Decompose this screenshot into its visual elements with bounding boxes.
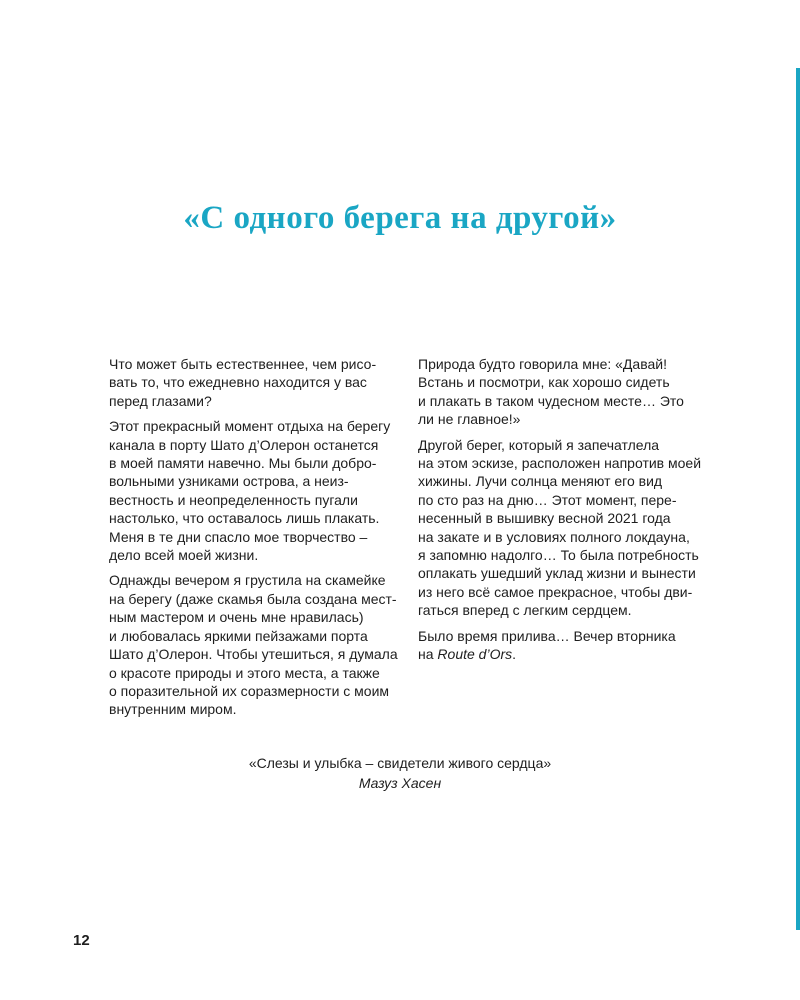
right-paragraph-1: [418, 355, 710, 429]
text-line: [418, 645, 710, 663]
text-line: Природа будто говорила мне: «Давай!: [418, 356, 667, 372]
text-line: настолько, что оставалось лишь плакать.: [109, 510, 380, 527]
text-line: на этом эскизе, расположен напротив моей: [418, 455, 702, 472]
text-line: Меня в те дни спасло мое творчество –: [109, 528, 368, 545]
quote-author: Мазуз Хасен: [358, 775, 442, 791]
text-line: и плакать в таком чудесном месте… Это: [418, 392, 684, 409]
text-line: и любовалась яркими пейзажами порта: [109, 627, 368, 644]
text-line: ным мастером и очень мне нравилась): [109, 609, 364, 626]
quote-text: «Слезы и улыбка – свидетели живого сердца»: [248, 755, 552, 771]
text-line: ли не главное!»: [418, 411, 521, 428]
right-paragraph-2: [418, 436, 710, 620]
page-number: 12: [73, 932, 90, 949]
text-line: Было время прилива… Вечер вторника: [418, 627, 676, 644]
text-fragment: на: [418, 646, 438, 663]
text-line: Однажды вечером я грустила на скамейке: [109, 572, 386, 589]
left-paragraph-2: [109, 417, 399, 564]
text-line: хижины. Лучи солнца меняют его вид: [418, 473, 663, 490]
text-line: перед глазами?: [109, 392, 212, 409]
right-paragraph-3: [418, 627, 710, 664]
route-name-italic: Route d’Ors: [437, 646, 513, 663]
text-line: о поразительной их соразмерности с моим: [109, 682, 390, 699]
epigraph-quote: [0, 753, 800, 793]
text-line: из него всё самое прекрасное, чтобы дви-: [418, 583, 693, 600]
text-line: вестность и неопределенность пугали: [109, 491, 358, 508]
text-line: оплакать ушедший уклад жизни и вынести: [418, 565, 696, 582]
text-line: Что может быть естественнее, чем рисо-: [109, 356, 377, 372]
text-line: в моей памяти навечно. Мы были добро-: [109, 455, 377, 472]
left-paragraph-3: [109, 571, 399, 718]
text-line: канала в порту Шато д’Олерон останется: [109, 436, 379, 453]
text-line: по сто раз на дню… Этот момент, пере-: [418, 491, 677, 508]
left-paragraph-1: [109, 355, 399, 410]
text-line: Шато д’Олерон. Чтобы утешиться, я думала: [109, 646, 398, 663]
page-title: «С одного берега на другой»: [183, 200, 617, 236]
text-line: Встань и посмотри, как хорошо сидеть: [418, 374, 670, 391]
text-line: гаться вперед с легким сердцем.: [418, 602, 632, 619]
text-line: вольными узниками острова, а неиз-: [109, 473, 349, 490]
left-text-column: [109, 355, 399, 726]
text-line: несенный в вышивку весной 2021 года: [418, 510, 671, 527]
text-line: на закате и в условиях полного локдауна,: [418, 528, 690, 545]
right-text-column: [418, 355, 710, 671]
text-line: дело всей моей жизни.: [109, 547, 259, 564]
text-line: вать то, что ежедневно находится у вас: [109, 374, 367, 391]
text-line: Другой берег, который я запечатлела: [418, 436, 660, 453]
text-line: на берегу (даже скамья была создана мест-: [109, 590, 397, 607]
page-edge-accent-strip: [796, 68, 800, 930]
text-line: я запомню надолго… То была потребность: [418, 547, 699, 564]
text-line: Этот прекрасный момент отдыха на берегу: [109, 418, 391, 435]
text-line: о красоте природы и этого места, а также: [109, 664, 380, 681]
text-line: внутренним миром.: [109, 701, 237, 718]
text-fragment: .: [512, 646, 517, 663]
